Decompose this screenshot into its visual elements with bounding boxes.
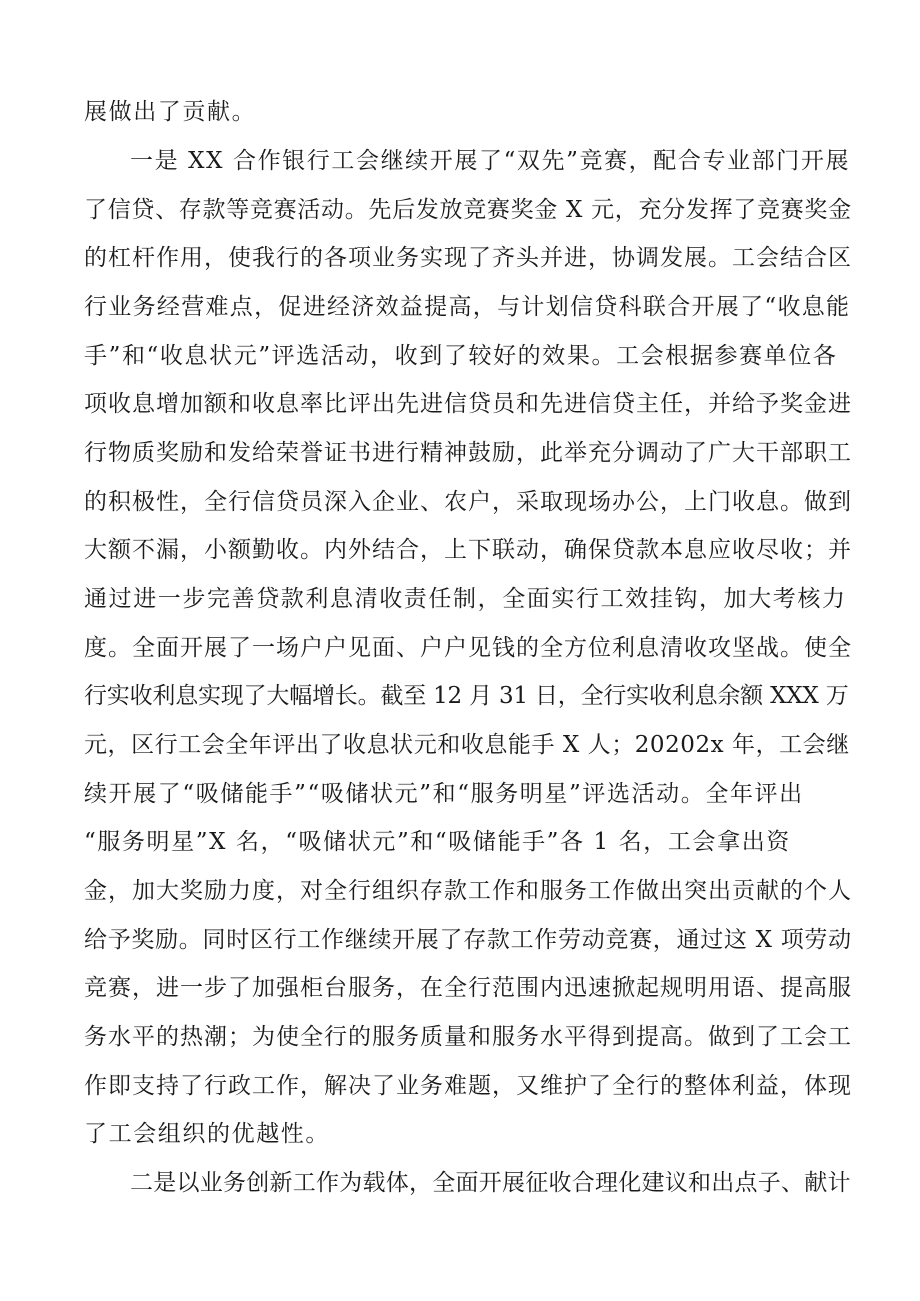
text-line: 手”和“收息状元”评选活动，收到了较好的效果。工会根据参赛单位各: [84, 343, 838, 369]
text-line: 给予奖励。同时区行工作继续开展了存款工作劳动竞赛，通过这 X 项劳动: [84, 927, 852, 953]
text-line: 通过进一步完善贷款利息清收责任制，全面实行工效挂钩，加大考核力: [84, 586, 847, 612]
text-line: “服务明星”X 名，“吸储状元”和“吸储能手”各 1 名，工会拿出资: [84, 829, 791, 855]
paragraph-start-line: 二是以业务创新工作为载体，全面开展征收合理化建议和出点子、献计: [130, 1170, 851, 1196]
paragraph-start-line: 一是 XX 合作银行工会继续开展了“双先”竞赛，配合专业部门开展: [130, 148, 851, 174]
text-line: 的杠杆作用，使我行的各项业务实现了齐头并进，协调发展。工会结合区: [84, 245, 852, 271]
text-line: 行业务经营难点，促进经济效益提高，与计划信贷科联合开展了“收息能: [84, 294, 851, 320]
text-line: 了工会组织的优越性。: [84, 1121, 330, 1147]
text-line: 度。全面开展了一场户户见面、户户见钱的全方位利息清收攻坚战。使全: [84, 635, 852, 661]
text-line: 行实收利息实现了大幅增长。截至 12 月 31 日，全行实收利息余额 XXX 万: [84, 683, 849, 709]
text-line: 行物质奖励和发给荣誉证书进行精神鼓励，此举充分调动了广大干部职工: [84, 440, 852, 466]
text-line: 了信贷、存款等竞赛活动。先后发放竞赛奖金 X 元，充分发挥了竞赛奖金: [84, 197, 852, 223]
text-line: 大额不漏，小额勤收。内外结合，上下联动，确保贷款本息应收尽收；并: [84, 537, 852, 563]
text-line: 元，区行工会全年评出了收息状元和收息能手 X 人；20202x 年，工会继: [84, 732, 850, 758]
text-line: 金，加大奖励力度，对全行组织存款工作和服务工作做出突出贡献的个人: [84, 878, 852, 904]
text-line: 竞赛，进一步了加强柜台服务，在全行范围内迅速掀起规明用语、提高服: [84, 975, 852, 1001]
text-line: 的积极性，全行信贷员深入企业、农户，采取现场办公，上门收息。做到: [84, 489, 852, 515]
text-line: 续开展了“吸储能手”“吸储状元”和“服务明星”评选活动。全年评出: [84, 781, 804, 807]
text-line: 展做出了贡献。: [84, 99, 257, 125]
text-line: 务水平的热潮；为使全行的服务质量和服务水平得到提高。做到了工会工: [84, 1024, 852, 1050]
text-line: 项收息增加额和收息率比评出先进信贷员和先进信贷主任，并给予奖金进: [84, 391, 852, 417]
text-line: 作即支持了行政工作，解决了业务难题，又维护了全行的整体利益，体现: [84, 1073, 852, 1099]
